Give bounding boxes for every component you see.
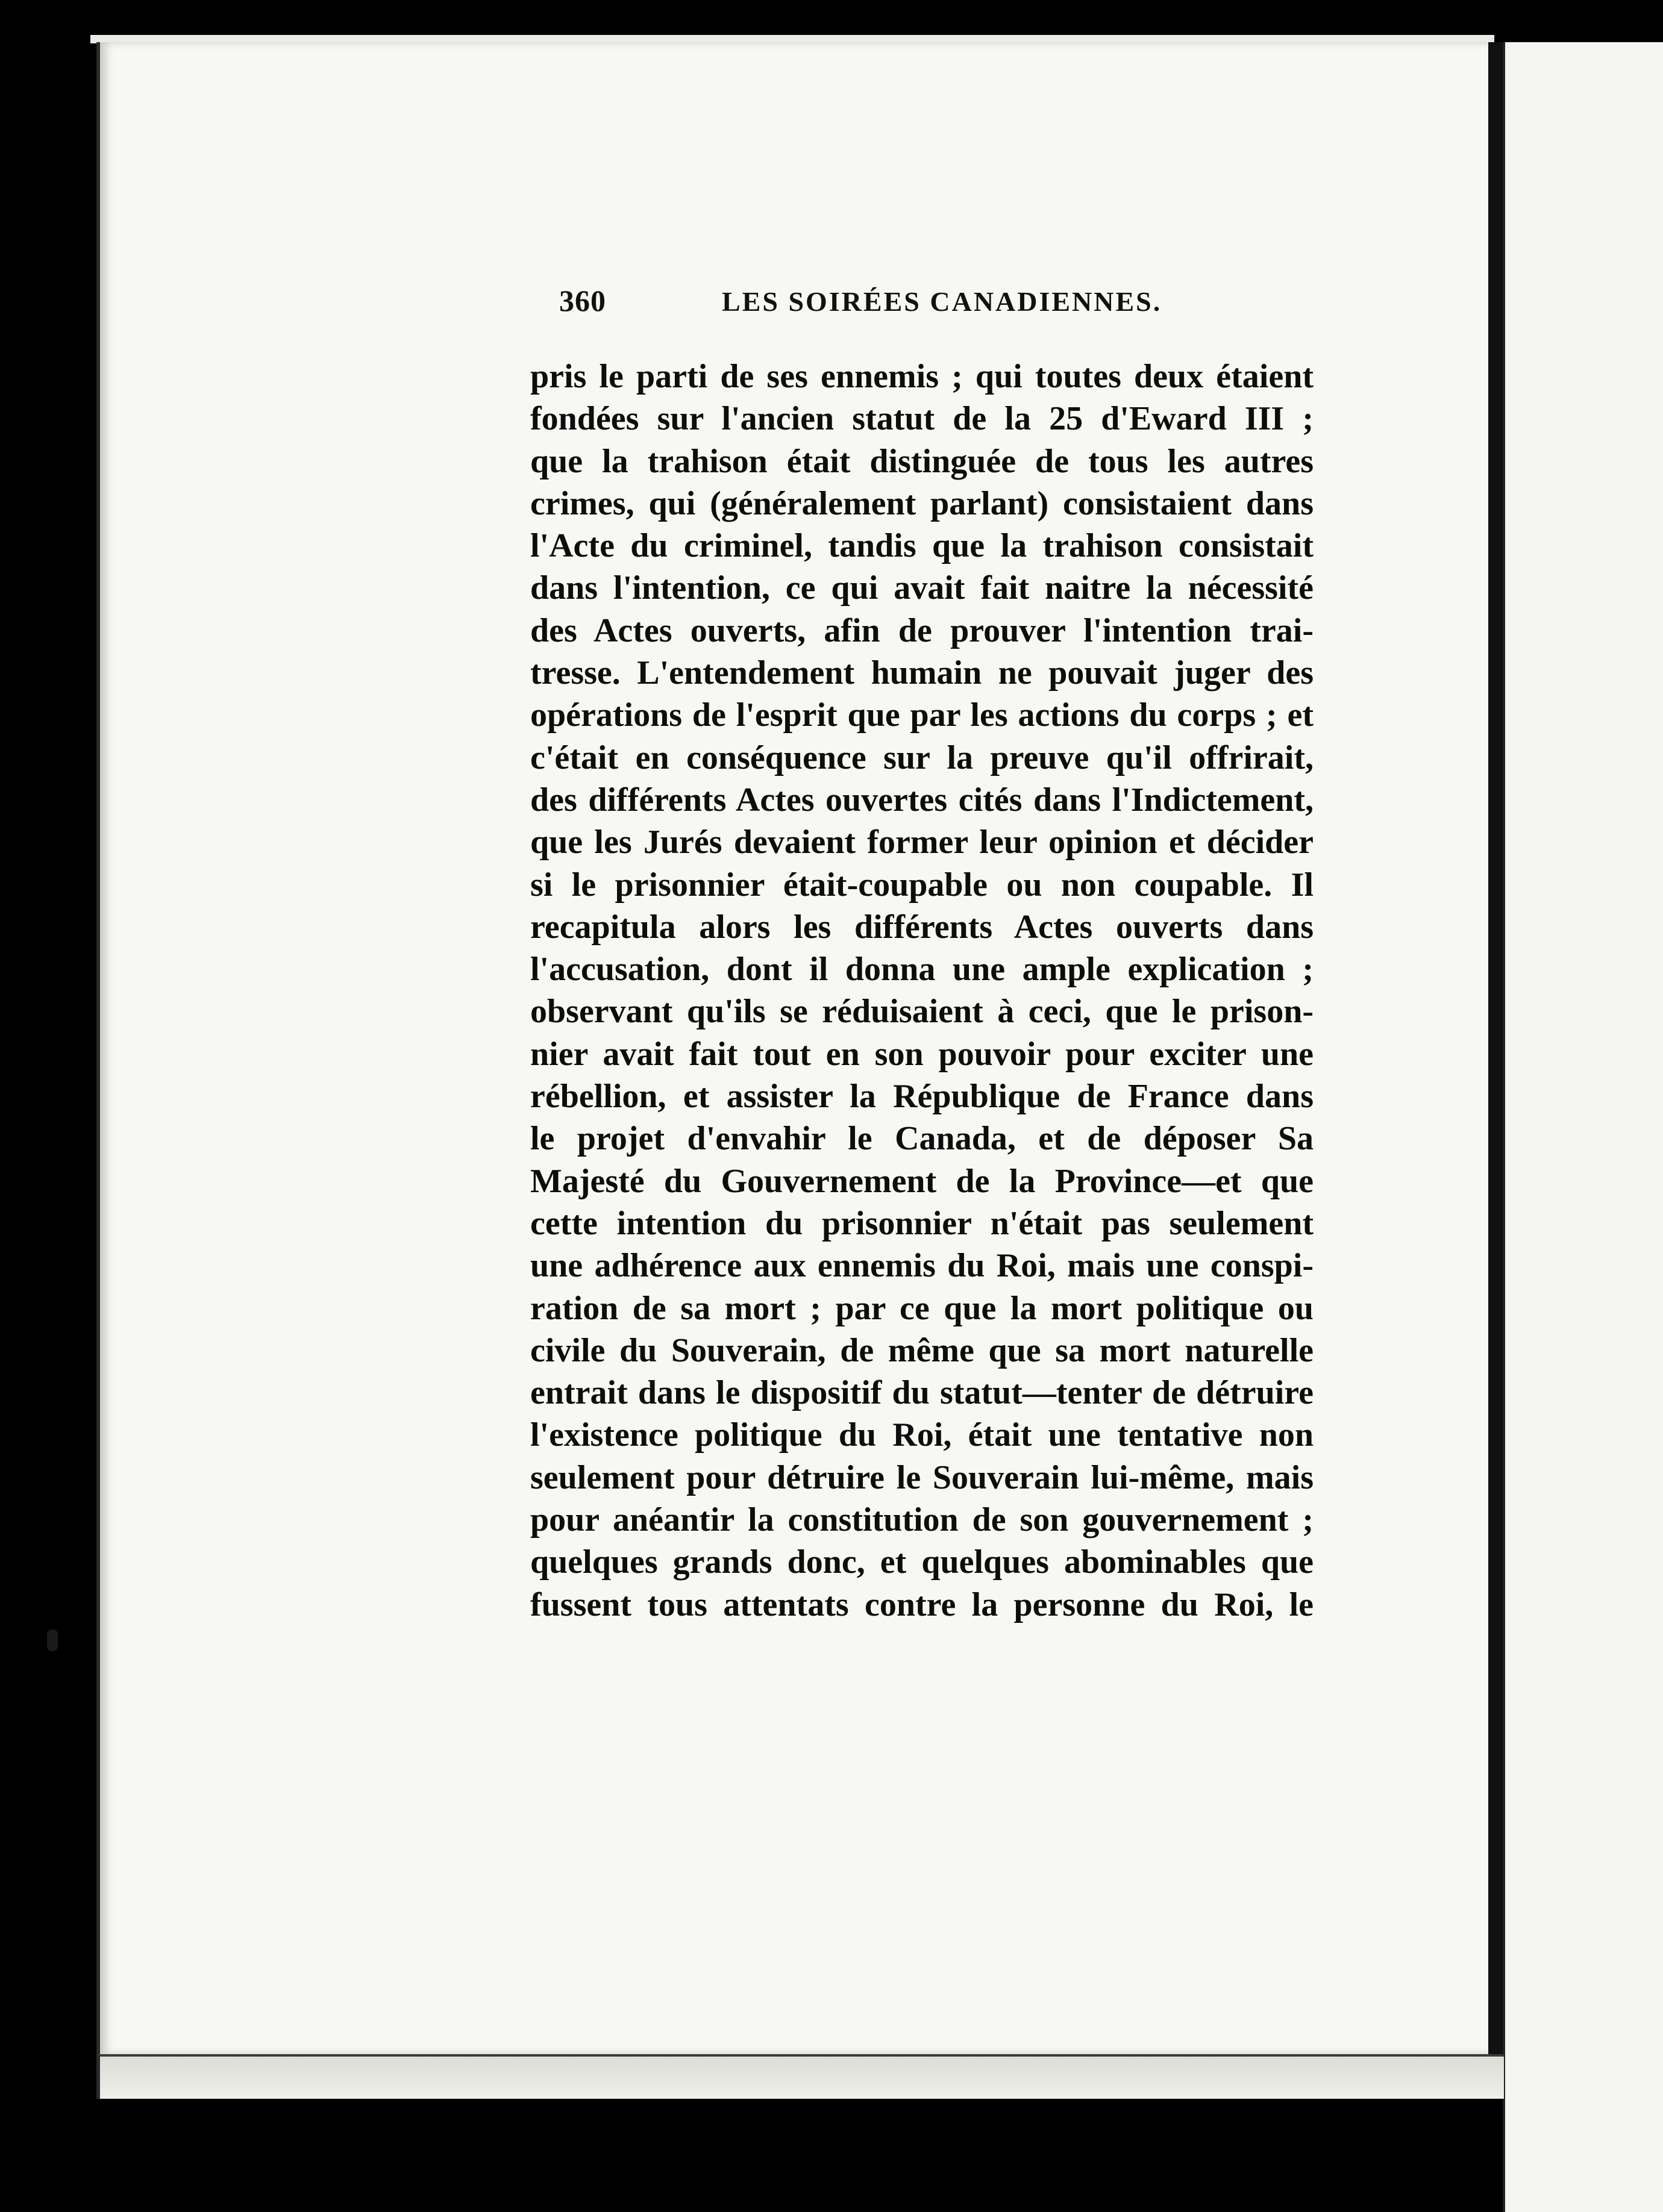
text-line: dans l'intention, ce qui avait fait naitre la nécessité (530, 569, 1314, 607)
text-line: l'Acte du criminel, tandis que la trahison consistait (530, 527, 1314, 565)
text-line: cette intention du prisonnier n'était pas seulement (530, 1204, 1314, 1242)
text-line: pour anéantir la constitution de son gouvernement ; (530, 1501, 1314, 1539)
text-line: observant qu'ils se réduisaient à ceci, que le prison- (530, 993, 1314, 1031)
scan-artifact (47, 1629, 58, 1651)
page-header (559, 283, 1306, 331)
text-line: seulement pour détruire le Souverain lui-même, mais (530, 1458, 1314, 1496)
body-text (530, 355, 1314, 1626)
text-line: nier avait fait tout en son pouvoir pour exciter une (530, 1035, 1314, 1073)
text-line: Majesté du Gouvernement de la Province—et que (530, 1162, 1314, 1200)
text-line: entrait dans le dispositif du statut—tenter de détruire (530, 1374, 1314, 1412)
text-line: que les Jurés devaient former leur opinion et décider (530, 823, 1314, 861)
page-gutter (1488, 42, 1503, 2096)
text-line: fondées sur l'ancien statut de la 25 d'Eward III ; (530, 400, 1314, 438)
text-line: opérations de l'esprit que par les actions du corps ; et (530, 696, 1314, 734)
facing-page-edge (1503, 42, 1663, 2212)
text-line: l'accusation, dont il donna une ample explication ; (530, 951, 1314, 989)
running-title: LES SOIRÉES CANADIENNES. (722, 286, 1162, 317)
text-line: ration de sa mort ; par ce que la mort politique ou (530, 1289, 1314, 1327)
page-number: 360 (559, 284, 606, 317)
text-line: le projet d'envahir le Canada, et de déposer Sa (530, 1120, 1314, 1158)
text-line: fussent tous attentats contre la personne du Roi, le (530, 1586, 1314, 1623)
text-line: pris le parti de ses ennemis ; qui toutes deux étaient (530, 358, 1314, 395)
text-line: des différents Actes ouvertes cités dans l'Indictement, (530, 781, 1314, 819)
text-line: que la trahison était distinguée de tous les autres (530, 442, 1314, 480)
text-line: civile du Souverain, de même que sa mort naturelle (530, 1331, 1314, 1369)
text-line: des Actes ouverts, afin de prouver l'intention trai- (530, 611, 1314, 649)
text-line: si le prisonnier était-coupable ou non coupable. Il (530, 866, 1314, 904)
text-line: une adhérence aux ennemis du Roi, mais une conspi- (530, 1247, 1314, 1285)
text-line: crimes, qui (généralement parlant) consistaient dans (530, 484, 1314, 522)
text-line: c'était en conséquence sur la preuve qu'il offrirait, (530, 739, 1314, 776)
page-bottom-edge (96, 2054, 1504, 2099)
text-line: quelques grands donc, et quelques abominables que (530, 1543, 1314, 1581)
text-line: recapitula alors les différents Actes ouverts dans (530, 908, 1314, 946)
text-line: rébellion, et assister la République de France dans (530, 1078, 1314, 1116)
text-line: tresse. L'entendement humain ne pouvait juger des (530, 654, 1314, 692)
text-line: l'existence politique du Roi, était une tentative non (530, 1416, 1314, 1454)
